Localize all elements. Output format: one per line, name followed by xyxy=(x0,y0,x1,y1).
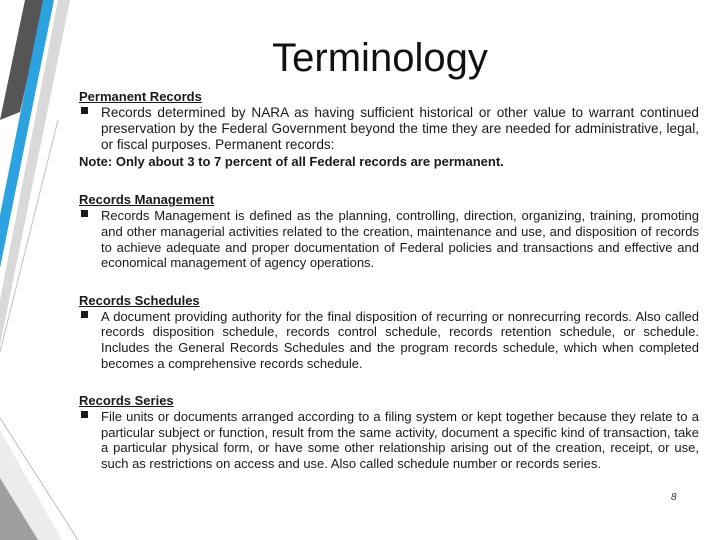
square-bullet-icon xyxy=(81,107,88,114)
section-records-schedules xyxy=(79,293,699,371)
note-text: Note: Only about 3 to 7 percent of all Federal records are permanent. xyxy=(79,154,504,170)
slide-title: Terminology xyxy=(272,36,488,80)
bullet-item xyxy=(79,409,699,471)
section-heading: Records Series xyxy=(79,393,174,409)
section-permanent-records xyxy=(79,89,699,170)
square-bullet-icon xyxy=(81,311,88,318)
section-records-management xyxy=(79,192,699,270)
terminology-content xyxy=(79,89,699,472)
bullet-item xyxy=(79,105,699,152)
bullet-text: Records Management is defined as the planning, controlling, direction, organizing, training, promoting and other managerial activities related to the creation, maintenance and use, and disposition of records to achieve adequate and proper documentation of Federal policies and transactions and effective and economical management of agency operations. xyxy=(101,208,699,271)
page-number: 8 xyxy=(671,492,677,503)
bullet-text: File units or documents arranged according to a filing system or kept together because they relate to a particular subject or function, result from the same activity, document a specific kind of transaction, take a particular physical form, or have some other relationship arising out of the creation, receipt, or use, such as restrictions on access and use. Also called schedule number or records series. xyxy=(101,409,699,471)
bullet-text: Records determined by NARA as having sufficient historical or other value to warrant continued preservation by the Federal Government beyond the time they are needed for administrative, legal, or fiscal purposes. Permanent records: xyxy=(101,105,699,152)
bullet-item xyxy=(79,309,699,371)
section-heading: Permanent Records xyxy=(79,89,202,104)
section-heading: Records Schedules xyxy=(79,292,200,308)
section-heading: Records Management xyxy=(79,192,215,208)
bullet-item xyxy=(79,208,699,270)
section-records-series xyxy=(79,393,699,471)
square-bullet-icon xyxy=(81,210,88,217)
square-bullet-icon xyxy=(81,411,88,418)
bullet-text: A document providing authority for the final disposition of recurring or nonrecurring records. Also called records disposition schedule, records control schedule, records retention schedule, or schedule. Includes the General Records Schedules and the program records schedule, which when completed becomes a comprehensive records schedule. xyxy=(101,308,699,371)
